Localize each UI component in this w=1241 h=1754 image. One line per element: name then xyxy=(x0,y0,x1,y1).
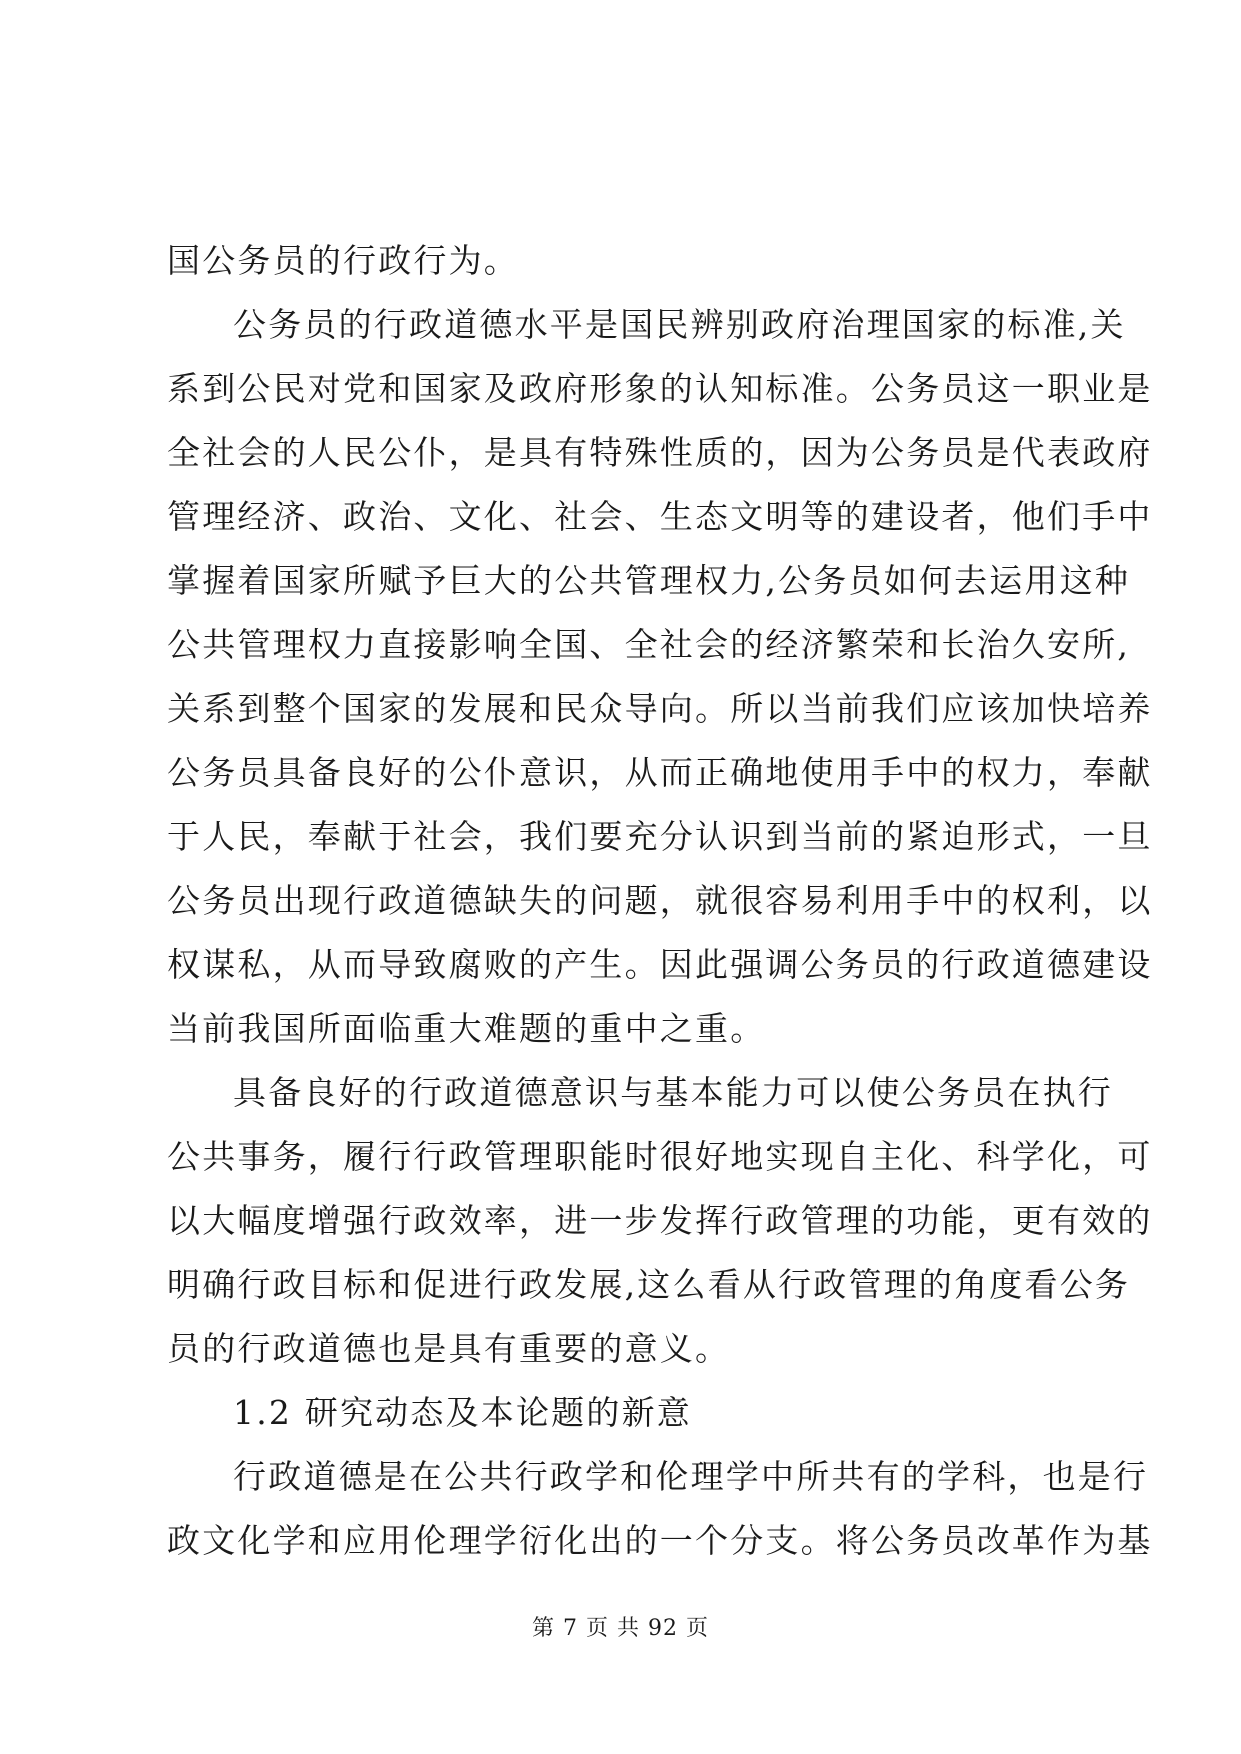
text-line: 全社会的人民公仆，是具有特殊性质的，因为公务员是代表政府 xyxy=(167,433,1153,472)
text-line: 掌握着国家所赋予巨大的公共管理权力,公务员如何去运用这种 xyxy=(167,561,1131,600)
text-line: 国公务员的行政行为。 xyxy=(167,241,519,280)
text-line: 政文化学和应用伦理学衍化出的一个分支。将公务员改革作为基 xyxy=(167,1521,1153,1560)
text-line: 公务员具备良好的公仆意识，从而正确地使用手中的权力，奉献 xyxy=(167,753,1153,792)
paragraph-start-line: 具备良好的行政道德意识与基本能力可以使公务员在执行 xyxy=(233,1073,1113,1112)
paragraph-start-line: 公务员的行政道德水平是国民辨别政府治理国家的标准,关 xyxy=(233,305,1126,344)
text-line: 于人民，奉献于社会，我们要充分认识到当前的紧迫形式，一旦 xyxy=(167,817,1153,856)
text-line: 当前我国所面临重大难题的重中之重。 xyxy=(167,1009,766,1048)
text-line: 明确行政目标和促进行政发展,这么看从行政管理的角度看公务 xyxy=(167,1265,1131,1304)
text-line: 管理经济、政治、文化、社会、生态文明等的建设者，他们手中 xyxy=(167,497,1153,536)
text-line: 公共管理权力直接影响全国、全社会的经济繁荣和长治久安所, xyxy=(167,625,1131,664)
text-line: 以大幅度增强行政效率，进一步发挥行政管理的功能，更有效的 xyxy=(167,1201,1153,1240)
body-text xyxy=(167,229,1153,1573)
text-line: 公共事务，履行行政管理职能时很好地实现自主化、科学化，可 xyxy=(167,1137,1153,1176)
text-line: 员的行政道德也是具有重要的意义。 xyxy=(167,1329,731,1368)
text-line: 公务员出现行政道德缺失的问题，就很容易利用手中的权利，以 xyxy=(167,881,1153,920)
text-line: 权谋私，从而导致腐败的产生。因此强调公务员的行政道德建设 xyxy=(167,945,1153,984)
page-number-footer: 第 7 页 共 92 页 xyxy=(532,1616,709,1641)
text-line: 系到公民对党和国家及政府形象的认知标准。公务员这一职业是 xyxy=(167,369,1153,408)
text-line: 关系到整个国家的发展和民众导向。所以当前我们应该加快培养 xyxy=(167,689,1153,728)
paragraph-start-line: 行政道德是在公共行政学和伦理学中所共有的学科，也是行 xyxy=(233,1457,1149,1496)
section-heading: 1.2 研究动态及本论题的新意 xyxy=(233,1393,692,1432)
